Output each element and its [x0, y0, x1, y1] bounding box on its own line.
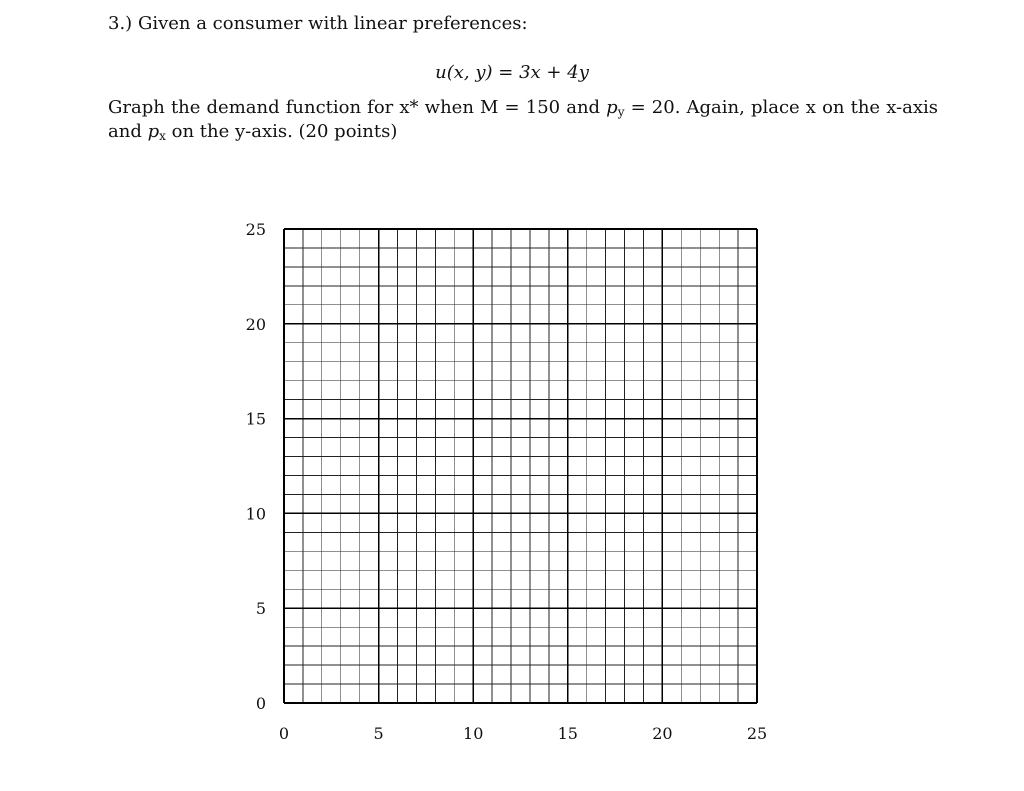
x-axis-tick-labels [279, 724, 767, 743]
px-subscript: x [159, 129, 166, 143]
y-tick-label: 10 [245, 504, 266, 524]
instructions-part1: Graph the demand function for x* when M = 150 and [108, 97, 607, 118]
py-symbol: p [606, 97, 618, 118]
x-tick-label: 25 [746, 724, 768, 743]
x-tick-label: 0 [278, 724, 290, 743]
question-text: Given a consumer with linear preferences: [137, 13, 528, 34]
y-tick-label: 20 [245, 314, 266, 334]
x-tick-label: 10 [463, 724, 484, 743]
instructions-part2: = 20. Again, place x on the x-axis and [108, 97, 938, 142]
x-tick-label: 20 [652, 724, 673, 743]
instructions-part3: on the y-axis. (20 points) [165, 121, 398, 142]
x-tick-label: 5 [373, 724, 384, 743]
equation-lhs: u(x, y) [435, 62, 493, 83]
y-tick-label: 0 [255, 694, 266, 713]
major-gridlines [284, 229, 757, 703]
py-subscript: y [617, 105, 625, 119]
y-tick-label: 25 [245, 220, 266, 239]
y-tick-label: 15 [245, 409, 266, 429]
y-tick-label: 5 [255, 599, 266, 619]
equation-equals: = [498, 62, 514, 83]
minor-gridlines [284, 229, 757, 703]
y-axis-tick-labels [246, 220, 266, 713]
x-tick-label: 15 [557, 724, 578, 743]
px-symbol: p [147, 121, 160, 142]
equation-rhs: 3x + 4y [519, 62, 589, 83]
question-number: 3.) [108, 13, 133, 34]
